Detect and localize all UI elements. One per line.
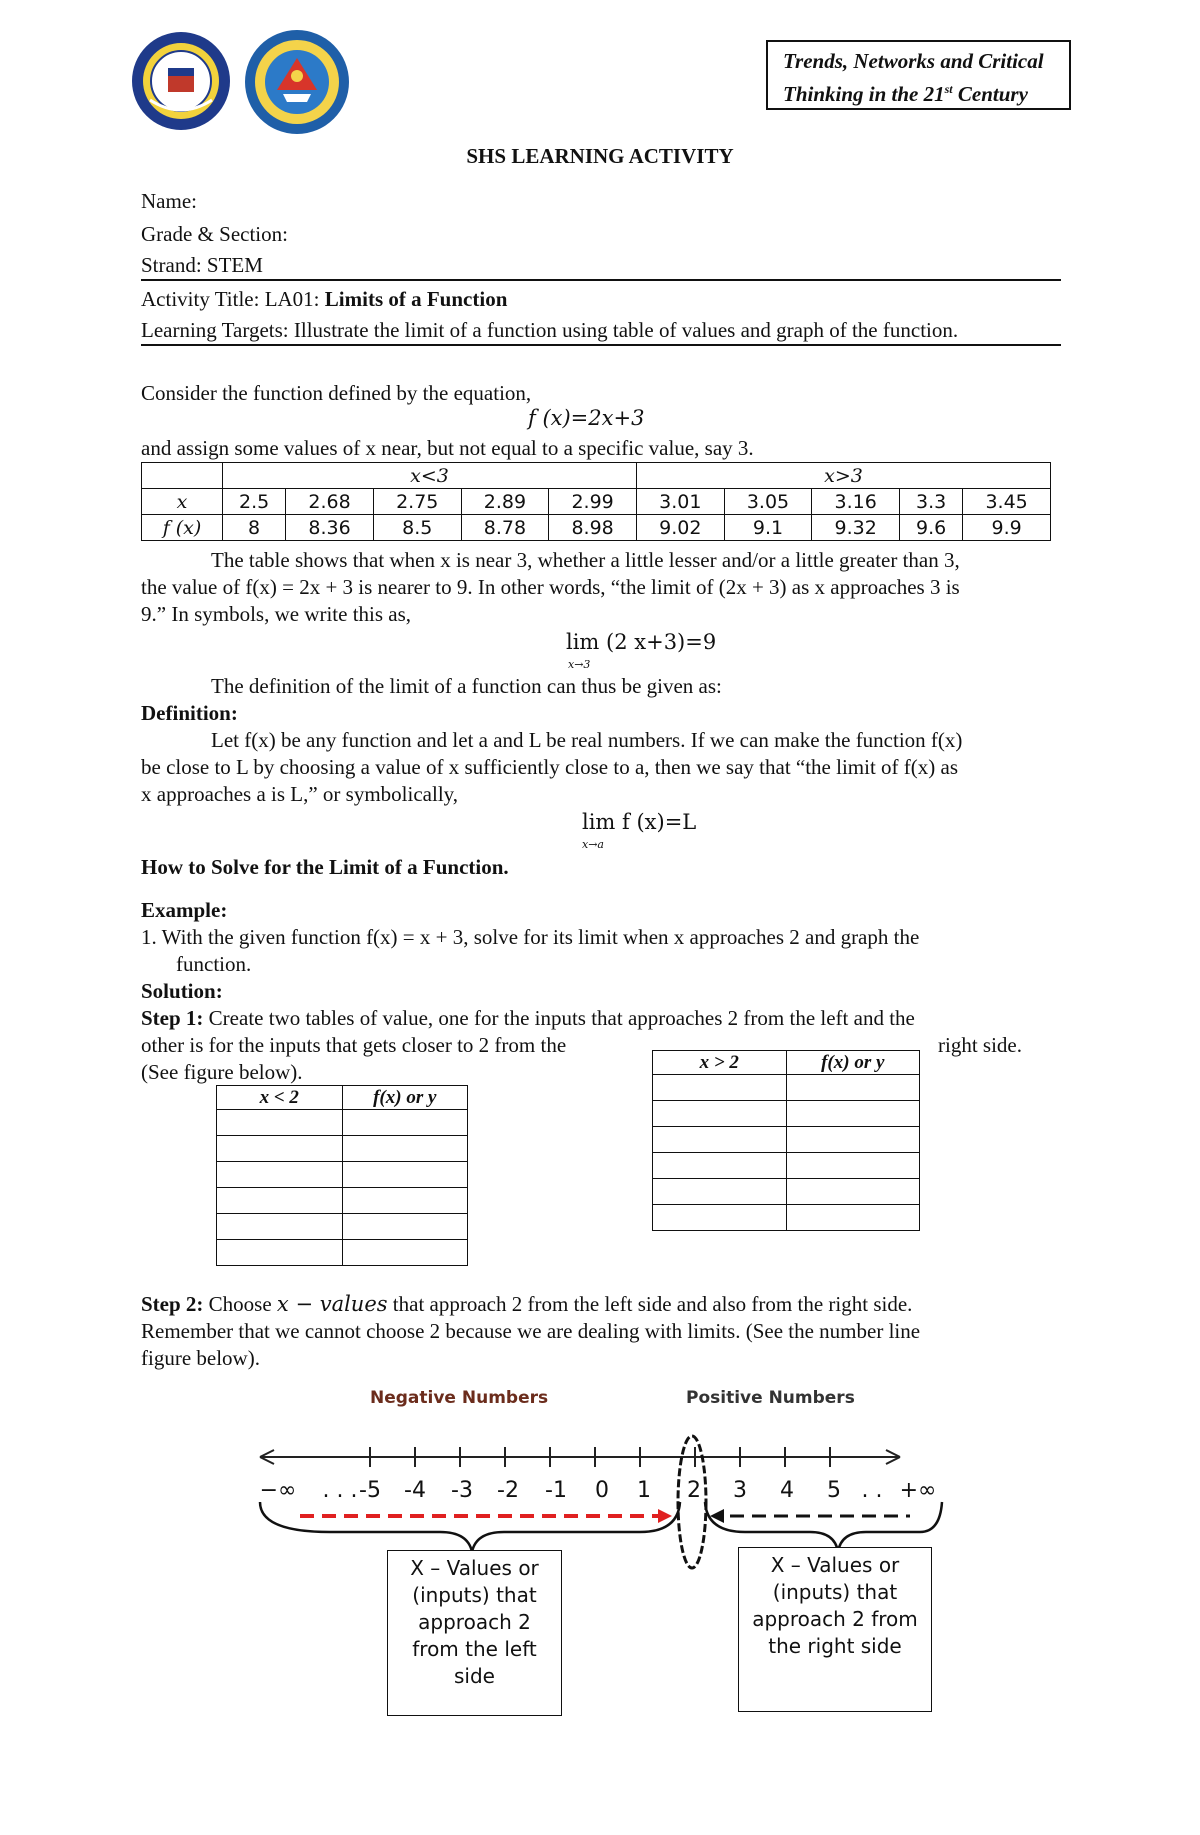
- step2-line-1: Step 2: Choose x − values that approach 2 from the left side and also from the right side.: [141, 1292, 913, 1316]
- left-input-table: [216, 1085, 468, 1266]
- table-cell[interactable]: [342, 1136, 468, 1162]
- right-table-col-x: x > 2: [653, 1051, 787, 1075]
- page-title: SHS LEARNING ACTIVITY: [466, 144, 734, 168]
- x-cell: 2.5: [223, 489, 286, 515]
- step1-line-2b: right side.: [938, 1033, 1022, 1057]
- number-2: 2: [687, 1478, 701, 1503]
- step1-line-2: other is for the inputs that gets closer to 2 from the: [141, 1033, 567, 1057]
- table-cell[interactable]: [653, 1205, 787, 1231]
- step2-line-3: figure below).: [141, 1346, 260, 1370]
- table-cell[interactable]: [217, 1110, 343, 1136]
- table-cell[interactable]: [653, 1075, 787, 1101]
- step1-line-3: (See figure below).: [141, 1060, 303, 1084]
- number-1: 1: [637, 1478, 651, 1503]
- explanation-line-3: 9.” In symbols, we write this as,: [141, 602, 412, 626]
- table-cell[interactable]: [653, 1101, 787, 1127]
- x-cell: 3.45: [963, 489, 1051, 515]
- right-box-line: approach 2 from: [752, 1607, 918, 1631]
- example-line-1: 1. With the given function f(x) = x + 3, solve for its limit when x approaches 2 and graph the: [141, 925, 920, 949]
- left-box-line: X – Values or: [410, 1556, 539, 1580]
- strand-field: Strand: STEM: [141, 253, 263, 277]
- number-minus-3: -3: [451, 1478, 473, 1503]
- learning-targets: Learning Targets: Illustrate the limit of a function using table of values and graph of the function.: [141, 318, 959, 342]
- table-cell[interactable]: [217, 1162, 343, 1188]
- f-cell: 9.1: [724, 515, 812, 541]
- definition-line-3: x approaches a is L,” or symbolically,: [141, 782, 459, 806]
- table-cell[interactable]: [342, 1110, 468, 1136]
- school-seal-logo: [130, 30, 232, 132]
- x-cell: 3.05: [724, 489, 812, 515]
- x-cell: 3.16: [812, 489, 900, 515]
- left-box-line: from the left: [412, 1637, 537, 1661]
- number-ellipsis-right: . .: [861, 1478, 883, 1503]
- left-table-col-x: x < 2: [217, 1086, 343, 1110]
- f-cell: 8: [223, 515, 286, 541]
- assign-text: and assign some values of x near, but not equal to a specific value, say 3.: [141, 436, 754, 460]
- f-cell: 8.36: [286, 515, 374, 541]
- deped-seal-logo: [243, 28, 351, 136]
- limit-formula-1: lim (2 x+3)=9: [566, 630, 717, 654]
- number-pos-infinity: +∞: [899, 1478, 937, 1503]
- right-box-line: X – Values or: [770, 1553, 900, 1577]
- divider-bottom: [141, 344, 1061, 346]
- right-values-label-box: [738, 1547, 932, 1712]
- table-cell[interactable]: [786, 1101, 920, 1127]
- subject-title-box: [766, 40, 1071, 110]
- number-3: 3: [733, 1478, 747, 1503]
- number-5: 5: [827, 1478, 841, 1503]
- table-cell[interactable]: [342, 1214, 468, 1240]
- x-cell: 2.99: [549, 489, 637, 515]
- step2-line-2: Remember that we cannot choose 2 because we are dealing with limits. (See the number line: [141, 1319, 921, 1343]
- table-cell[interactable]: [653, 1179, 787, 1205]
- left-box-line: side: [454, 1664, 495, 1688]
- left-brace: [260, 1502, 680, 1552]
- x-cell: 2.68: [286, 489, 374, 515]
- left-values-label-box: [387, 1550, 562, 1716]
- table-cell[interactable]: [786, 1127, 920, 1153]
- table-cell[interactable]: [342, 1240, 468, 1266]
- value-table: [141, 462, 1051, 541]
- x-cell: 2.89: [461, 489, 549, 515]
- example-line-2: function.: [176, 952, 252, 976]
- table-cell[interactable]: [217, 1240, 343, 1266]
- limit-formula-2-sub: x→a: [582, 838, 604, 851]
- f-cell: 9.02: [636, 515, 724, 541]
- consider-text: Consider the function defined by the equation,: [141, 381, 532, 405]
- function-equation: f (x)=2x+3: [528, 406, 645, 430]
- right-input-table: [652, 1050, 920, 1231]
- number-neg-infinity: −∞: [259, 1478, 297, 1503]
- table-cell[interactable]: [342, 1162, 468, 1188]
- limit-formula-1-sub: x→3: [568, 658, 591, 671]
- definition-line-2: be close to L by choosing a value of x sufficiently close to a, then we say that “the limit of f(x) as: [141, 755, 959, 779]
- right-box-line: (inputs) that: [772, 1580, 898, 1604]
- positive-numbers-label: Positive Numbers: [686, 1388, 855, 1408]
- right-header: x>3: [636, 463, 1050, 489]
- table-cell[interactable]: [217, 1188, 343, 1214]
- f-cell: 9.6: [900, 515, 963, 541]
- table-cell[interactable]: [342, 1188, 468, 1214]
- x-cell: 3.3: [900, 489, 963, 515]
- table-cell[interactable]: [217, 1136, 343, 1162]
- activity-title: Activity Title: LA01: Limits of a Function: [141, 287, 508, 311]
- number-minus-2: -2: [497, 1478, 519, 1503]
- subject-line-1: Trends, Networks and Critical: [783, 49, 1044, 73]
- left-box-line: approach 2: [418, 1610, 531, 1634]
- explanation-line-1: The table shows that when x is near 3, whether a little lesser and/or a little greater than 3,: [211, 548, 960, 572]
- x-cell: 2.75: [373, 489, 461, 515]
- definition-line-1: Let f(x) be any function and let a and L be real numbers. If we can make the function f(x): [211, 728, 963, 752]
- limit-formula-2: lim f (x)=L: [582, 810, 697, 834]
- example-label: Example:: [141, 898, 228, 922]
- table-cell[interactable]: [786, 1153, 920, 1179]
- left-table-col-f: f(x) or y: [342, 1086, 468, 1110]
- number-ellipsis-left: . . .: [322, 1478, 358, 1503]
- right-brace: [705, 1502, 942, 1552]
- left-approach-arrowhead: [658, 1509, 672, 1523]
- x-row-label: x: [142, 489, 223, 515]
- table-cell[interactable]: [786, 1179, 920, 1205]
- grade-section-field: Grade & Section:: [141, 222, 288, 246]
- f-cell: 9.32: [812, 515, 900, 541]
- f-row-label: f (x): [142, 515, 223, 541]
- definition-intro: The definition of the limit of a function can thus be given as:: [211, 674, 722, 698]
- table-corner: [142, 463, 223, 489]
- x-cell: 3.01: [636, 489, 724, 515]
- f-cell: 9.9: [963, 515, 1051, 541]
- f-cell: 8.5: [373, 515, 461, 541]
- table-cell[interactable]: [653, 1153, 787, 1179]
- f-cell: 8.98: [549, 515, 637, 541]
- number-minus-4: -4: [404, 1478, 426, 1503]
- table-cell[interactable]: [786, 1075, 920, 1101]
- right-table-col-f: f(x) or y: [786, 1051, 920, 1075]
- f-cell: 8.78: [461, 515, 549, 541]
- table-cell[interactable]: [217, 1214, 343, 1240]
- number-minus-1: -1: [545, 1478, 567, 1503]
- left-box-line: (inputs) that: [412, 1583, 537, 1607]
- right-box-line: the right side: [768, 1634, 902, 1658]
- subject-line-2: Thinking in the 21st Century: [783, 82, 1028, 106]
- solution-label: Solution:: [141, 979, 223, 1003]
- name-field: Name:: [141, 189, 197, 213]
- number-4: 4: [780, 1478, 794, 1503]
- table-cell[interactable]: [653, 1127, 787, 1153]
- table-cell[interactable]: [786, 1205, 920, 1231]
- negative-numbers-label: Negative Numbers: [370, 1388, 549, 1408]
- number-0: 0: [595, 1478, 609, 1503]
- step1-line-1: Step 1: Create two tables of value, one for the inputs that approaches 2 from the left and the: [141, 1006, 915, 1030]
- number-minus-5: -5: [359, 1478, 381, 1503]
- definition-label: Definition:: [141, 701, 238, 725]
- explanation-line-2: the value of f(x) = 2x + 3 is nearer to 9. In other words, “the limit of (2x + 3) as x approaches 3 is: [141, 575, 960, 599]
- divider-top: [141, 279, 1061, 281]
- left-header: x<3: [223, 463, 637, 489]
- howto-heading: How to Solve for the Limit of a Function.: [141, 855, 509, 879]
